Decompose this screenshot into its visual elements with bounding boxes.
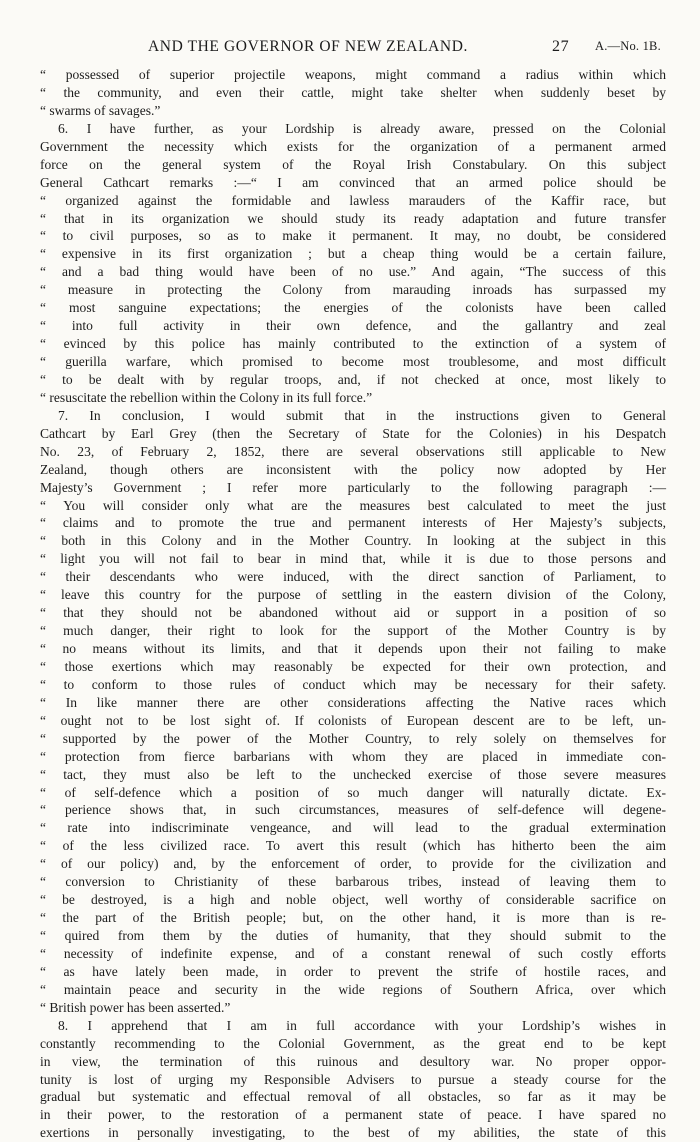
text-line: Zealand, though others are inconsistent with the policy now adopted by Her [40, 461, 666, 477]
text-line: “ leave this country for the purpose of settling in the eastern division of the Colony, [40, 587, 666, 603]
text-line: “ necessity of indefinite expense, and of a constant renewal of such costly efforts [40, 945, 666, 961]
text-line: “ quired from them by the duties of humanity, that they should submit to the [40, 928, 666, 943]
text-line: “ both in this Colony and in the Mother Country. In looking at the subject in this [40, 533, 666, 549]
running-title: AND THE GOVERNOR OF NEW ZEALAND. [148, 38, 468, 55]
text-line: “ the community, and even their cattle, might take shelter when suddenly beset by [40, 84, 666, 100]
text-line: “ perience shows that, in such circumstances, measures of self-defence will degene- [40, 802, 666, 818]
text-line: “ be destroyed, is a high and noble object, well worthy of considerable sacrifice on [40, 892, 666, 908]
text-line: force on the general system of the Royal Irish Constabulary. On this subject [40, 156, 666, 172]
text-line: 7. In conclusion, I would submit that in the instructions given to General [58, 407, 666, 423]
body-text [40, 66, 666, 1142]
text-line: Cathcart by Earl Grey (then the Secretary of State for the Colonies) in his Despatch [40, 425, 666, 441]
text-line: “ swarms of savages.” [40, 102, 161, 118]
text-line: gradual but systematic and effectual removal of all obstacles, so far as it may be [40, 1089, 666, 1105]
text-line: “ organized against the formidable and lawless marauders of the Kaffir race, but [40, 192, 666, 208]
text-line: “ rate into indiscriminate vengeance, and will lead to the gradual extermination [40, 820, 666, 836]
text-line: “ British power has been asserted.” [40, 999, 231, 1015]
text-line: 8. I apprehend that I am in full accordance with your Lordship’s wishes in [58, 1017, 666, 1033]
text-line: “ resuscitate the rebellion within the Colony in its full force.” [40, 389, 373, 405]
text-line: in their power, to the restoration of a permanent state of peace. I have spared no [40, 1107, 666, 1123]
text-line: “ possessed of superior projectile weapons, might command a radius within which [40, 67, 666, 82]
text-line: “ into full activity in their own defence, and the gallantry and zeal [40, 318, 666, 334]
document-reference: A.—No. 1B. [595, 39, 661, 53]
text-line: “ maintain peace and security in the wide regions of Southern Africa, over which [40, 981, 666, 997]
text-line: “ to civil purposes, so as to make it permanent. It may, no doubt, be considered [40, 228, 666, 244]
text-line: “ to be dealt with by regular troops, and, if not checked at once, most likely to [40, 371, 666, 387]
text-line: exertions in personally investigating, to the best of my abilities, the state of this [40, 1125, 666, 1141]
text-line: “ and a bad thing would have been of no use.” And again, “The success of this [40, 264, 666, 280]
text-line: Majesty’s Government ; I refer more particularly to the following paragraph :— [40, 479, 666, 495]
text-line: “ much danger, their right to look for the support of the Mother Country is by [40, 623, 666, 639]
text-line: “ to conform to those rules of conduct which may be necessary for their safety. [40, 676, 666, 692]
text-line: Government the necessity which exists for the organization of a permanent armed [40, 138, 666, 154]
page-header [40, 38, 666, 62]
text-line: “ protection from fierce barbarians with whom they are placed in immediate con- [40, 748, 666, 764]
text-line: “ guerilla warfare, which promised to become most troublesome, and most difficult [40, 354, 666, 369]
text-line: “ the part of the British people; but, on the other hand, it is more than is re- [40, 910, 666, 926]
text-line: “ those exertions which may reasonably be expected for their own protection, and [40, 658, 666, 674]
text-line: “ You will consider only what are the measures best calculated to meet the just [40, 497, 666, 513]
text-line: in view, the termination of this ruinous and desultory war. No proper oppor- [40, 1053, 666, 1069]
text-line: tunity is lost of urging my Responsible Advisers to pursue a steady course for the [40, 1071, 666, 1087]
text-line: “ measure in protecting the Colony from marauding inroads has surpassed my [40, 282, 666, 298]
text-line: “ light you will not fail to bear in mind that, while it is due to those persons and [40, 551, 666, 567]
text-line: “ ought not to be lost sight of. If colonists of European descent are to be left, un- [40, 712, 666, 728]
text-line: “ tact, they must also be left to the unchecked exercise of those severe measures [40, 766, 666, 782]
text-line: “ expensive in its first organization ; but a cheap thing would be a certain failure, [40, 246, 666, 262]
text-line: “ most sanguine expectations; the energies of the colonists have been called [40, 300, 666, 316]
text-line: “ no means without its limits, and that it depends upon their not failing to make [40, 641, 666, 656]
page-number: 27 [552, 38, 570, 55]
text-line: “ evinced by this police has mainly contributed to the extinction of a system of [40, 336, 666, 352]
text-line: “ In like manner there are other considerations affecting the Native races which [40, 694, 666, 710]
text-line: “ claims and to promote the true and permanent interests of Her Majesty’s subjects, [40, 515, 666, 531]
text-line: “ as have lately been made, in order to prevent the strife of hostile races, and [40, 963, 666, 979]
text-line: No. 23, of February 2, 1852, there are several observations still applicable to New [40, 443, 666, 459]
text-line: constantly recommending to the Colonial Government, as the great end to be kept [40, 1035, 666, 1051]
text-line: “ of our policy) and, by the enforcement of order, to provide for the civilization and [40, 856, 666, 872]
text-line: “ that they should not be abandoned without aid or support in a position of so [40, 605, 666, 621]
text-line: General Cathcart remarks :—“ I am convinced that an armed police should be [40, 174, 666, 190]
document-page [40, 38, 666, 1142]
text-line: “ of the less civilized race. To avert this result (which has hitherto been the aim [40, 838, 666, 854]
text-line: “ that in its organization we should study its ready adaptation and future transfer [40, 210, 666, 226]
text-line: “ their descendants who were induced, with the direct sanction of Parliament, to [40, 569, 666, 585]
text-line: “ supported by the power of the Mother Country, to rely solely on themselves for [40, 730, 666, 746]
text-line: “ of self-defence which a position of so much danger will naturally dictate. Ex- [40, 784, 666, 800]
text-line: “ conversion to Christianity of these barbarous tribes, instead of leaving them to [40, 874, 666, 890]
text-line: 6. I have further, as your Lordship is already aware, pressed on the Colonial [58, 120, 666, 136]
